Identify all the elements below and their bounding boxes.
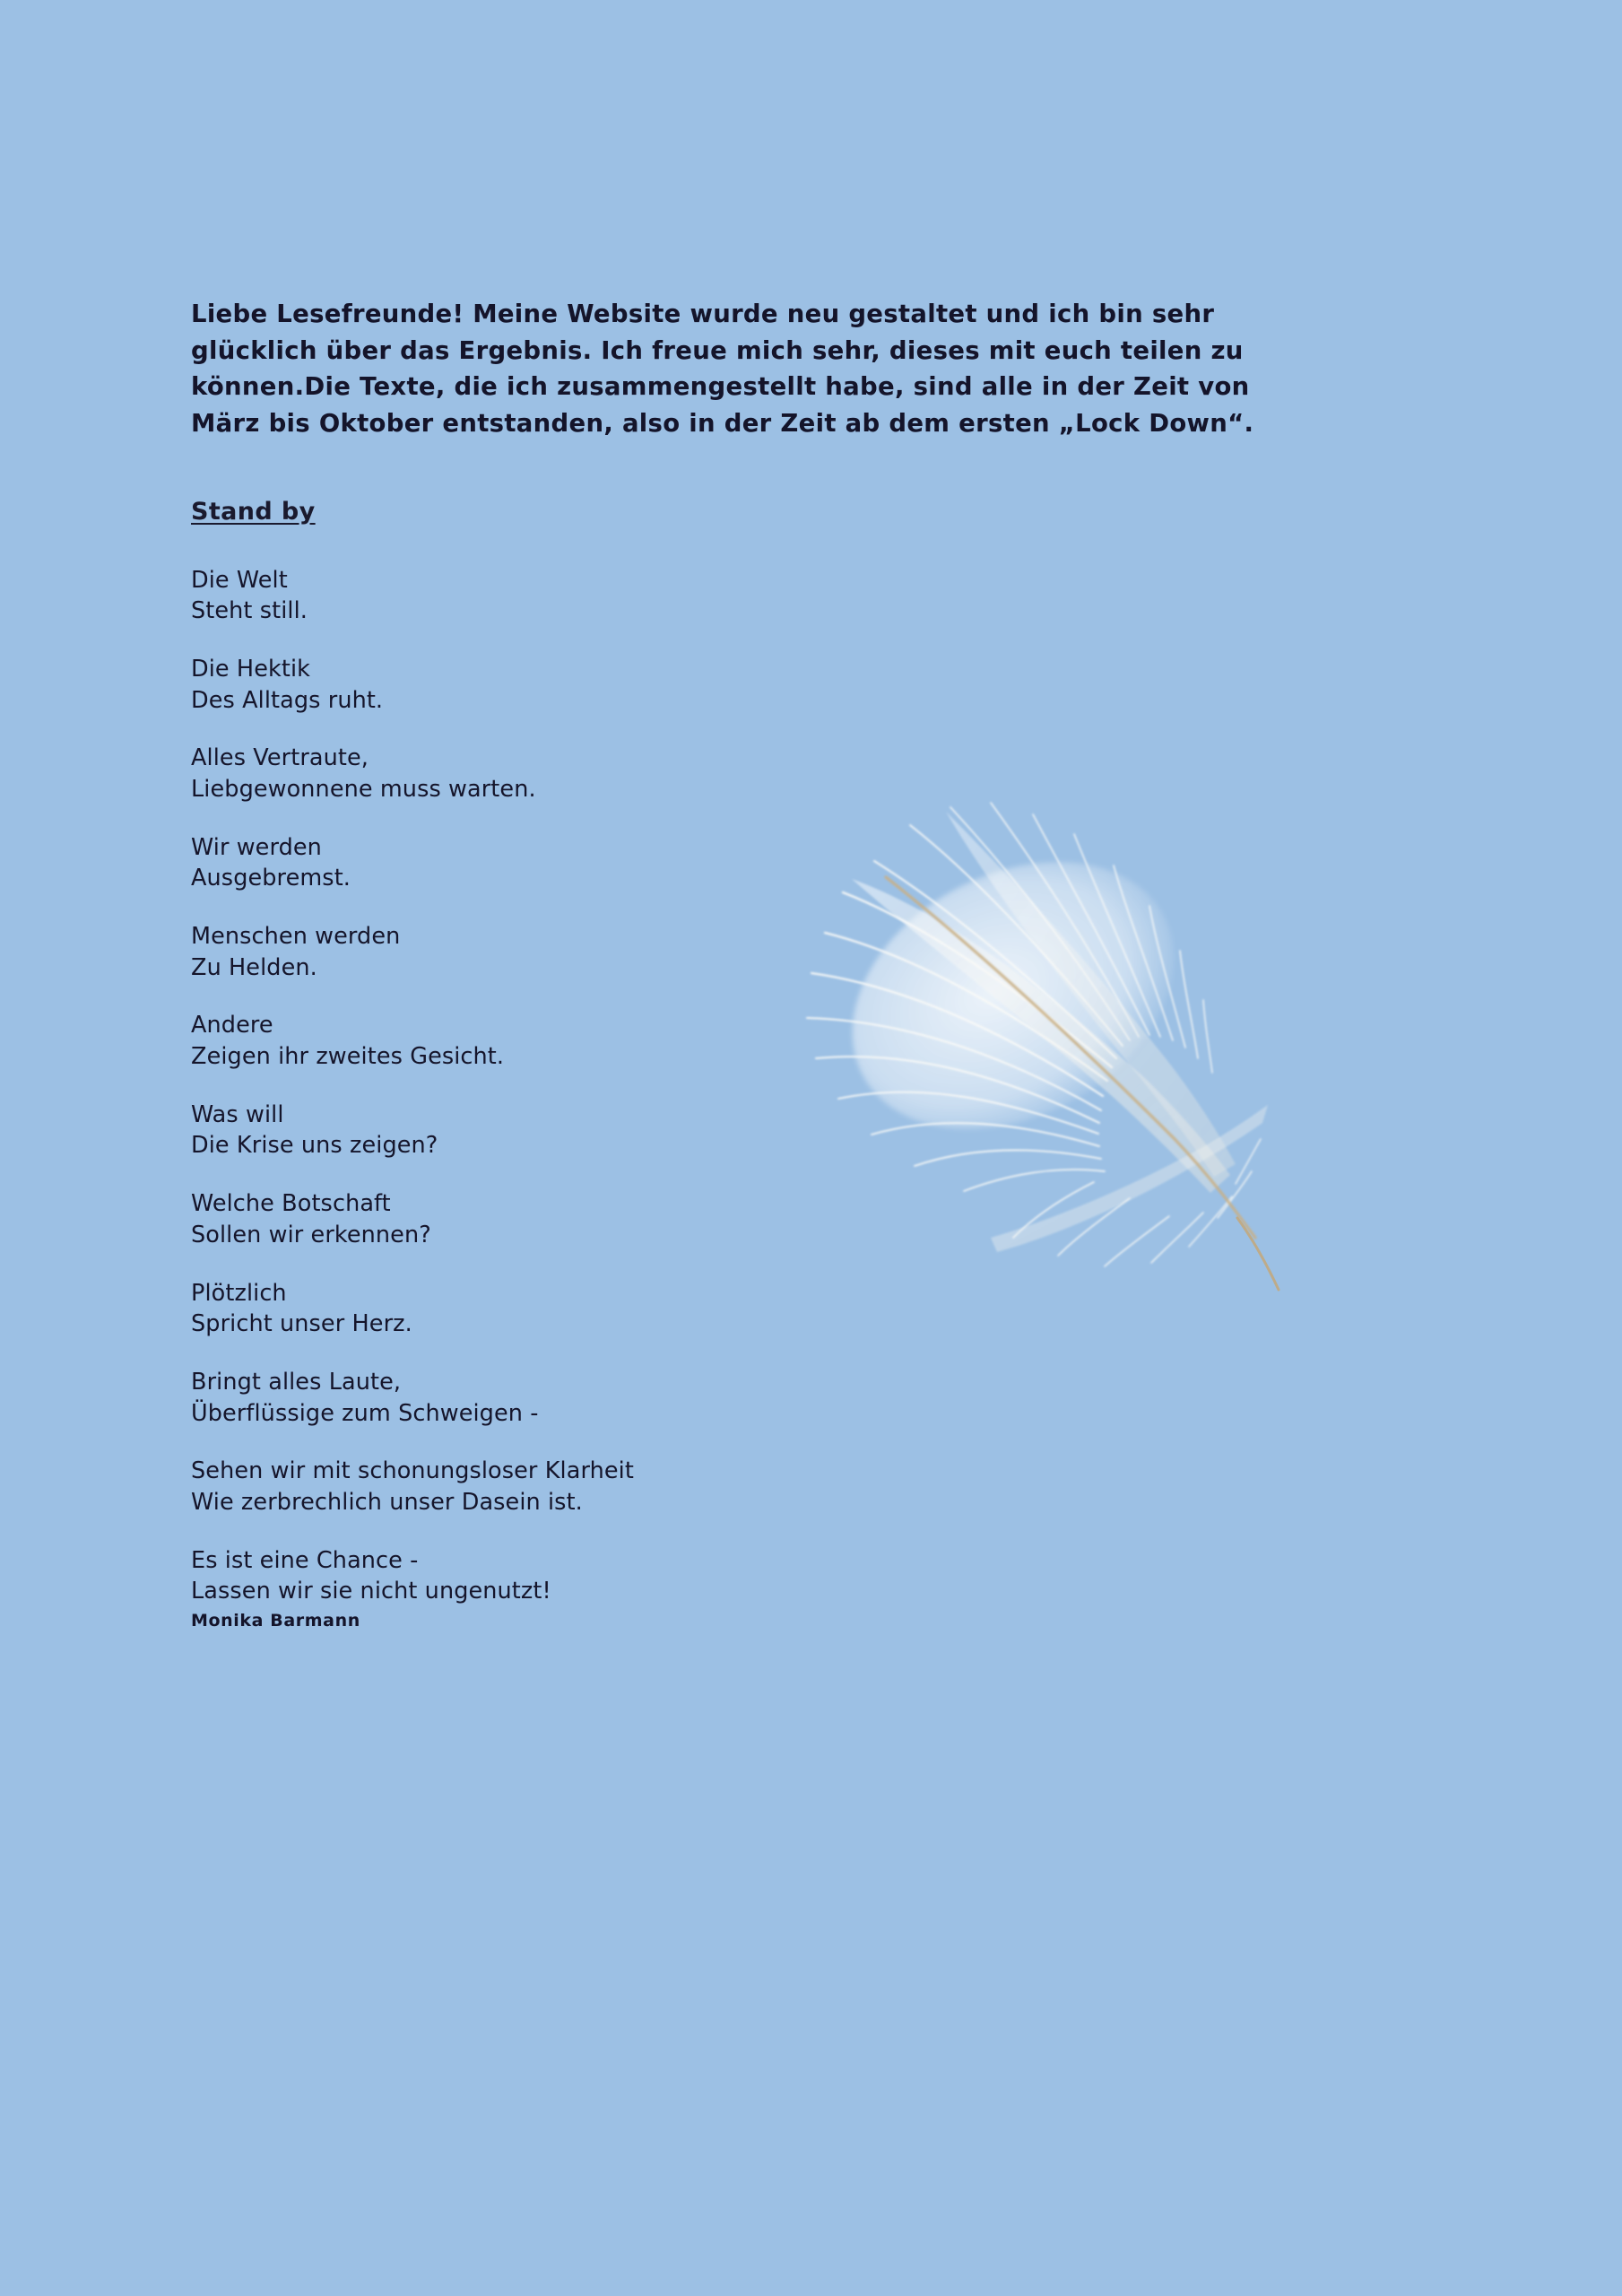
poem-line: Alles Vertraute,: [191, 744, 369, 772]
intro-line-3: können.Die Texte, die ich zusammengestellt habe, sind alle in der Zeit von: [191, 372, 1250, 402]
poem-stanzas: [191, 565, 1446, 1631]
intro-paragraph: [191, 296, 1419, 442]
poem-line: Die Welt: [191, 566, 288, 594]
stanza: [191, 1010, 1446, 1072]
poem-line: Sollen wir erkennen?: [191, 1221, 431, 1248]
stanza: [191, 1188, 1446, 1250]
poem-line: Wir werden: [191, 833, 322, 861]
poem-line: Wie zerbrechlich unser Dasein ist.: [191, 1488, 583, 1516]
intro-line-1: Liebe Lesefreunde! Meine Website wurde neu gestaltet und ich bin sehr: [191, 300, 1215, 328]
stanza: [191, 1367, 1446, 1429]
stanza: [191, 565, 1446, 627]
poem-line: Zu Helden.: [191, 953, 317, 981]
stanza: [191, 1456, 1446, 1518]
stanza: [191, 1100, 1446, 1161]
intro-line-2: glücklich über das Ergebnis. Ich freue mich sehr, dieses mit euch teilen zu: [191, 335, 1244, 365]
poem-line: Menschen werden: [191, 923, 401, 951]
poem-author: Monika Barmann: [191, 1610, 360, 1631]
poem-line: Überflüssige zum Schweigen -: [191, 1399, 539, 1427]
poem-line: Des Alltags ruht.: [191, 686, 384, 714]
stanza: [191, 1278, 1446, 1340]
poem-line: Lassen wir sie nicht ungenutzt!: [191, 1578, 551, 1605]
poem-line: Sehen wir mit schonungsloser Klarheit: [191, 1457, 634, 1485]
poem-line: Spricht unser Herz.: [191, 1310, 412, 1338]
poem-line: Plötzlich: [191, 1279, 287, 1307]
stanza: [191, 832, 1446, 894]
poem-line: Bringt alles Laute,: [191, 1368, 402, 1396]
document-content: [191, 296, 1446, 1631]
poem-line: Die Hektik: [191, 656, 310, 683]
poem-line: Liebgewonnene muss warten.: [191, 776, 536, 804]
poem-line: Zeigen ihr zweites Gesicht.: [191, 1043, 505, 1071]
poem-line: Was will: [191, 1100, 284, 1128]
stanza: [191, 743, 1446, 804]
poem-line: Es ist eine Chance -: [191, 1546, 419, 1574]
poem-line: Ausgebremst.: [191, 865, 351, 892]
stanza: [191, 1545, 1446, 1607]
poem-title: Stand by: [191, 497, 316, 526]
poem-title-wrap: [191, 442, 1446, 526]
poem-line: Steht still.: [191, 597, 308, 625]
poem-line: Andere: [191, 1012, 273, 1039]
poem-line: Die Krise uns zeigen?: [191, 1132, 438, 1160]
intro-line-4: März bis Oktober entstanden, also in der Zeit ab dem ersten „Lock Down“.: [191, 409, 1254, 439]
stanza: [191, 921, 1446, 983]
stanza: [191, 654, 1446, 716]
poem-line: Welche Botschaft: [191, 1190, 391, 1218]
